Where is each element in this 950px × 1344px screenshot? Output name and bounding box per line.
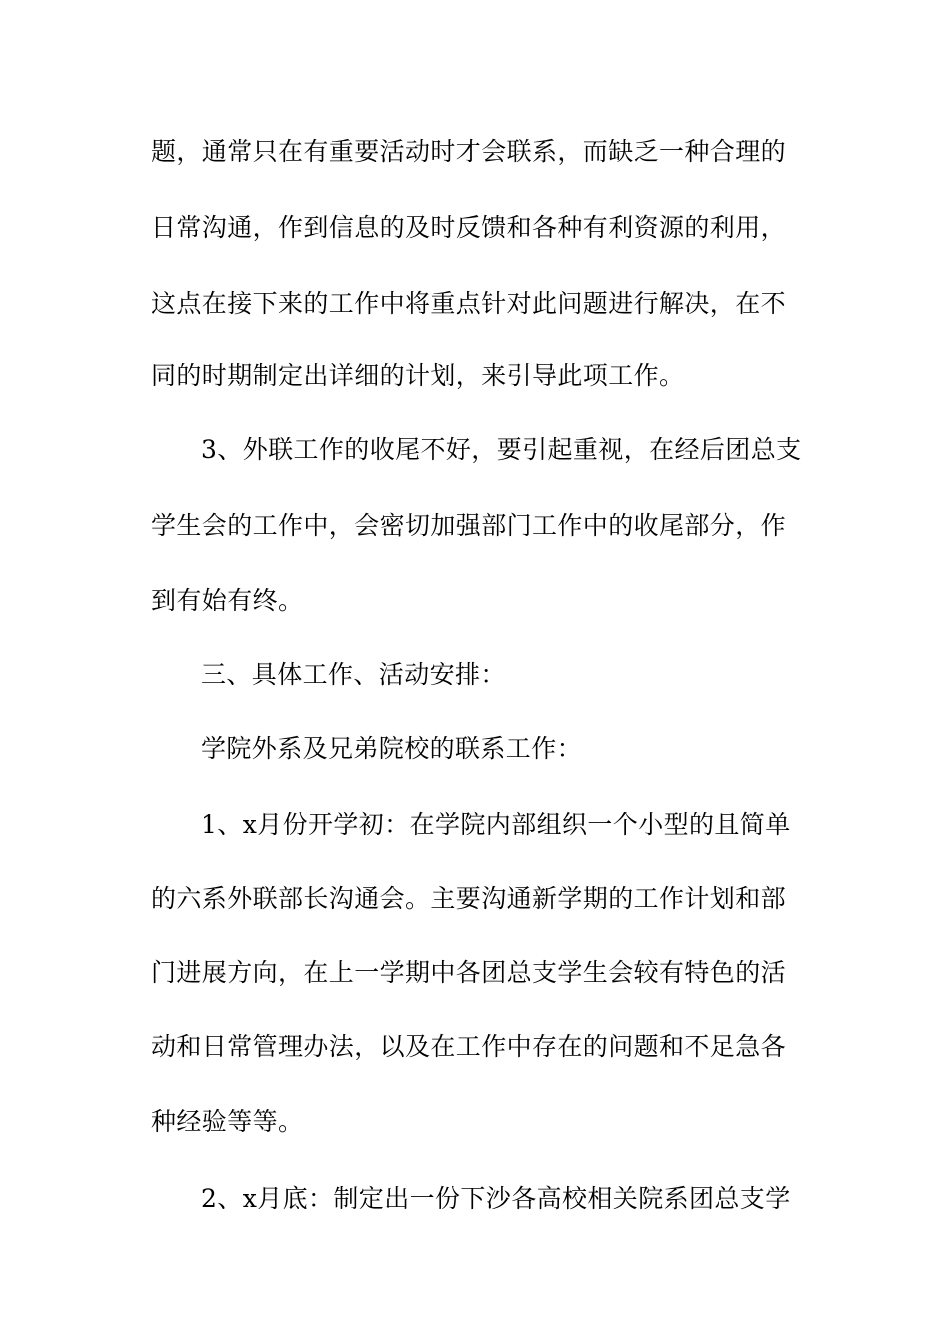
section-heading: 三、具体工作、活动安排：: [201, 660, 506, 689]
text-line: 门进展方向，在上一学期中各团总支学生会较有特色的活: [151, 958, 787, 987]
text-line: 1、x月份开学初：在学院内部组织一个小型的且简单: [201, 810, 791, 839]
text-line: 3、外联工作的收尾不好，要引起重视，在经后团总支: [201, 435, 802, 464]
text-line: 学生会的工作中，会密切加强部门工作中的收尾部分，作: [151, 511, 787, 540]
text-line: 到有始有终。: [151, 586, 304, 615]
text-line: 种经验等等。: [151, 1107, 304, 1136]
text-line: 这点在接下来的工作中将重点针对此问题进行解决，在不: [151, 289, 787, 318]
text-line: 的六系外联部长沟通会。主要沟通新学期的工作计划和部: [151, 884, 787, 913]
text-line: 同的时期制定出详细的计划，来引导此项工作。: [151, 361, 685, 390]
text-line: 日常沟通，作到信息的及时反馈和各种有利资源的利用，: [151, 213, 787, 242]
text-line: 题，通常只在有重要活动时才会联系，而缺乏一种合理的: [151, 137, 787, 166]
text-line: 学院外系及兄弟院校的联系工作：: [201, 734, 583, 763]
text-line: 动和日常管理办法，以及在工作中存在的问题和不足急各: [151, 1032, 787, 1061]
text-line: 2、x月底：制定出一份下沙各高校相关院系团总支学: [201, 1184, 791, 1213]
